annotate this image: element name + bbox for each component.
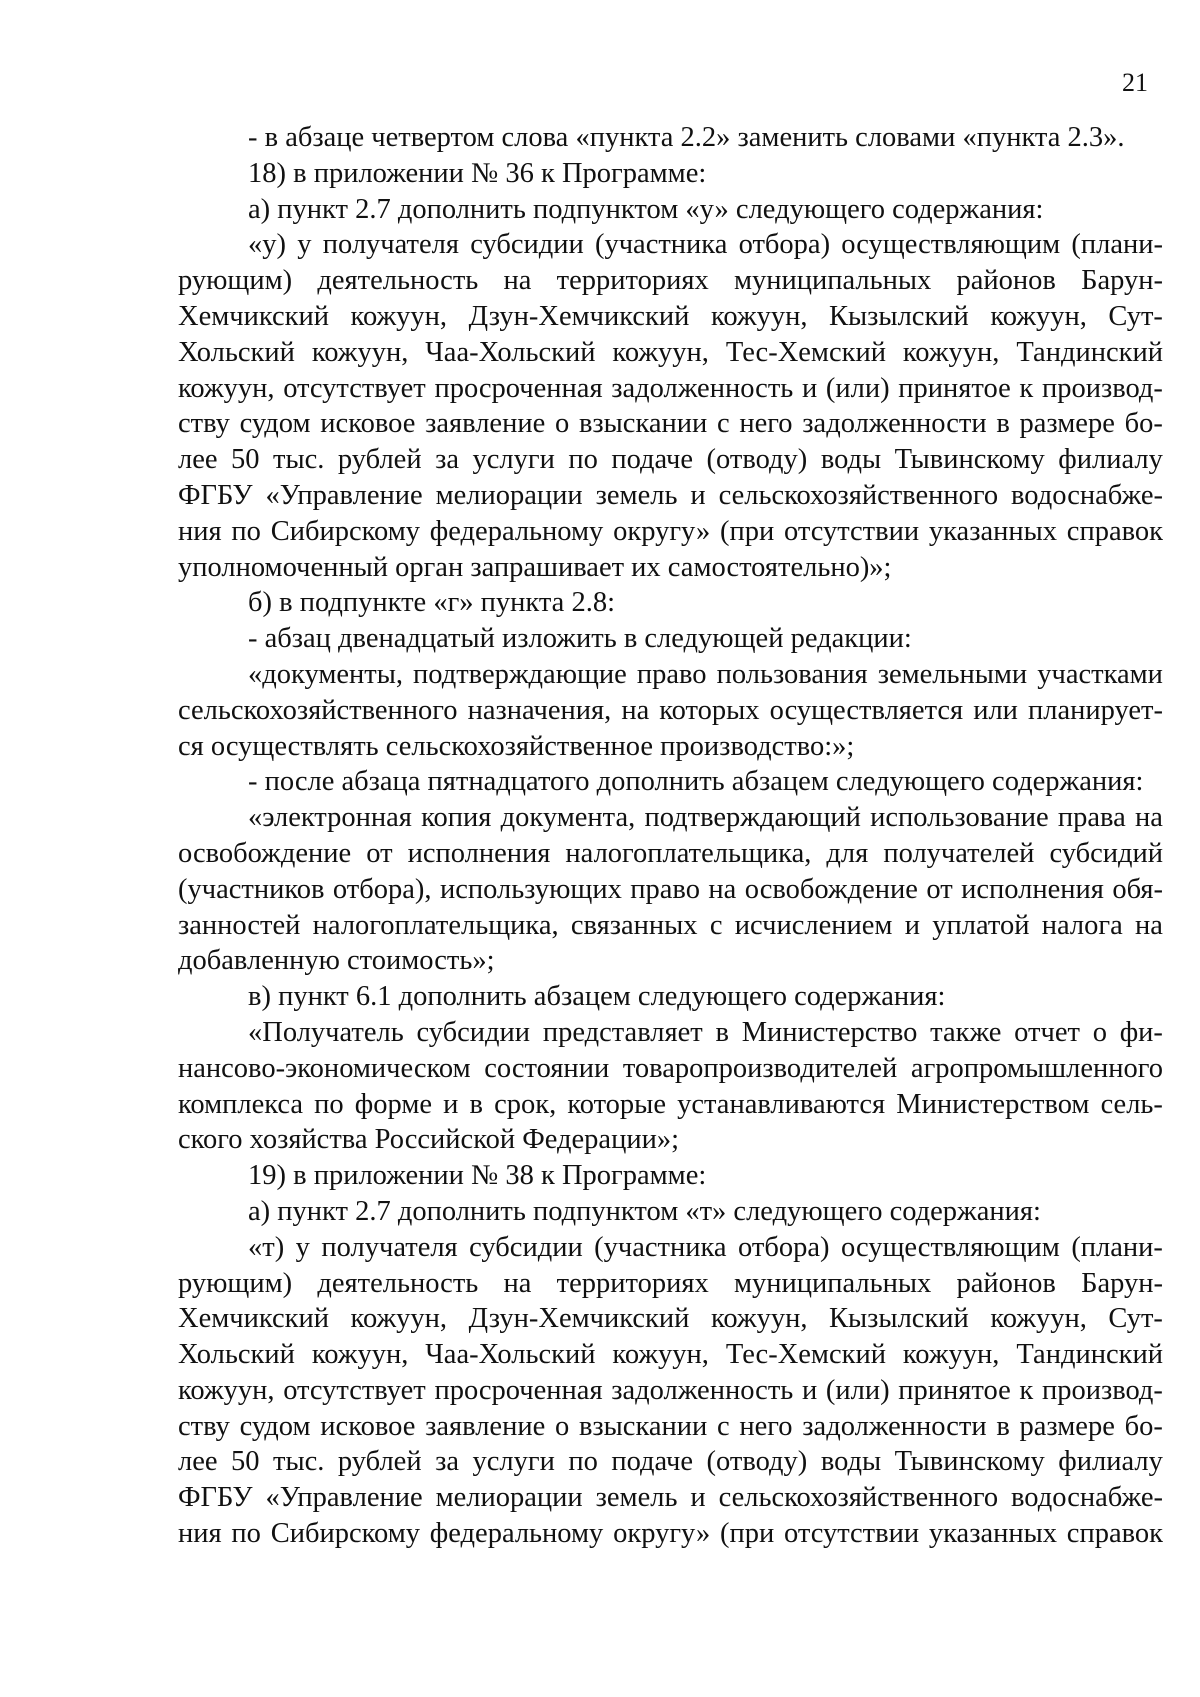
text-line: ству судом исковое заявление о взыскании с него задолженности в размере бо- xyxy=(178,1410,1163,1442)
text-line: «Получатель субсидии представляет в Министерство также отчет о фи- xyxy=(248,1016,1163,1048)
text-line: в) пункт 6.1 дополнить абзацем следующего содержания: xyxy=(248,981,946,1013)
text-line: ния по Сибирскому федеральному округу» (при отсутствии указанных справок xyxy=(178,515,1163,547)
text-line: комплекса по форме и в срок, которые устанавливаются Министерством сель- xyxy=(178,1088,1163,1120)
document-body xyxy=(178,120,1163,1552)
text-line: сельскохозяйственного назначения, на которых осуществляется или планирует- xyxy=(178,694,1163,726)
text-line: добавленную стоимость»; xyxy=(178,945,495,977)
text-line: ния по Сибирскому федеральному округу» (при отсутствии указанных справок xyxy=(178,1518,1163,1550)
text-line: занностей налогоплательщика, связанных с исчислением и уплатой налога на xyxy=(178,909,1163,941)
text-line: а) пункт 2.7 дополнить подпунктом «т» следующего содержания: xyxy=(248,1195,1041,1227)
text-line: ФГБУ «Управление мелиорации земель и сельскохозяйственного водоснабже- xyxy=(178,1482,1163,1514)
text-line: 19) в приложении № 38 к Программе: xyxy=(248,1160,707,1192)
text-line: Хемчикский кожуун, Дзун-Хемчикский кожуун, Кызылский кожуун, Сут- xyxy=(178,300,1163,332)
text-line: б) в подпункте «г» пункта 2.8: xyxy=(248,587,615,619)
text-line: кожуун, отсутствует просроченная задолженность и (или) принятое к производ- xyxy=(178,1374,1163,1406)
text-line: «документы, подтверждающие право пользования земельными участками xyxy=(248,658,1163,690)
text-line: - после абзаца пятнадцатого дополнить абзацем следующего содержания: xyxy=(248,766,1144,798)
text-line: ФГБУ «Управление мелиорации земель и сельскохозяйственного водоснабже- xyxy=(178,479,1163,511)
text-line: ся осуществлять сельскохозяйственное производство:»; xyxy=(178,730,855,762)
text-line: лее 50 тыс. рублей за услуги по подаче (отводу) воды Тывинскому филиалу xyxy=(178,444,1163,476)
text-line: уполномоченный орган запрашивает их самостоятельно)»; xyxy=(178,551,892,583)
text-line: «т) у получателя субсидии (участника отбора) осуществляющим (плани- xyxy=(248,1231,1163,1263)
text-line: лее 50 тыс. рублей за услуги по подаче (отводу) воды Тывинскому филиалу xyxy=(178,1446,1163,1478)
text-line: а) пункт 2.7 дополнить подпунктом «у» следующего содержания: xyxy=(248,193,1044,225)
text-line: нансово-экономическом состоянии товаропроизводителей агропромышленного xyxy=(178,1052,1163,1084)
text-line: ству судом исковое заявление о взыскании с него задолженности в размере бо- xyxy=(178,408,1163,440)
text-line: - абзац двенадцатый изложить в следующей редакции: xyxy=(248,623,912,655)
text-line: кожуун, отсутствует просроченная задолженность и (или) принятое к производ- xyxy=(178,372,1163,404)
text-line: освобождение от исполнения налогоплательщика, для получателей субсидий xyxy=(178,837,1163,869)
text-line: Хольский кожуун, Чаа-Хольский кожуун, Тес-Хемский кожуун, Тандинский xyxy=(178,1339,1163,1371)
text-line: Хольский кожуун, Чаа-Хольский кожуун, Тес-Хемский кожуун, Тандинский xyxy=(178,336,1163,368)
text-line: рующим) деятельность на территориях муниципальных районов Барун- xyxy=(178,265,1163,297)
text-line: Хемчикский кожуун, Дзун-Хемчикский кожуун, Кызылский кожуун, Сут- xyxy=(178,1303,1163,1335)
text-line: «у) у получателя субсидии (участника отбора) осуществляющим (плани- xyxy=(248,229,1163,261)
text-line: 18) в приложении № 36 к Программе: xyxy=(248,157,707,189)
text-line: - в абзаце четвертом слова «пункта 2.2» заменить словами «пункта 2.3». xyxy=(248,122,1125,153)
page-number: 21 xyxy=(1122,68,1148,97)
text-line: «электронная копия документа, подтверждающий использование права на xyxy=(248,802,1163,834)
text-line: рующим) деятельность на территориях муниципальных районов Барун- xyxy=(178,1267,1163,1299)
text-line: ского хозяйства Российской Федерации»; xyxy=(178,1124,679,1156)
text-line: (участников отбора), использующих право на освобождение от исполнения обя- xyxy=(178,873,1163,905)
